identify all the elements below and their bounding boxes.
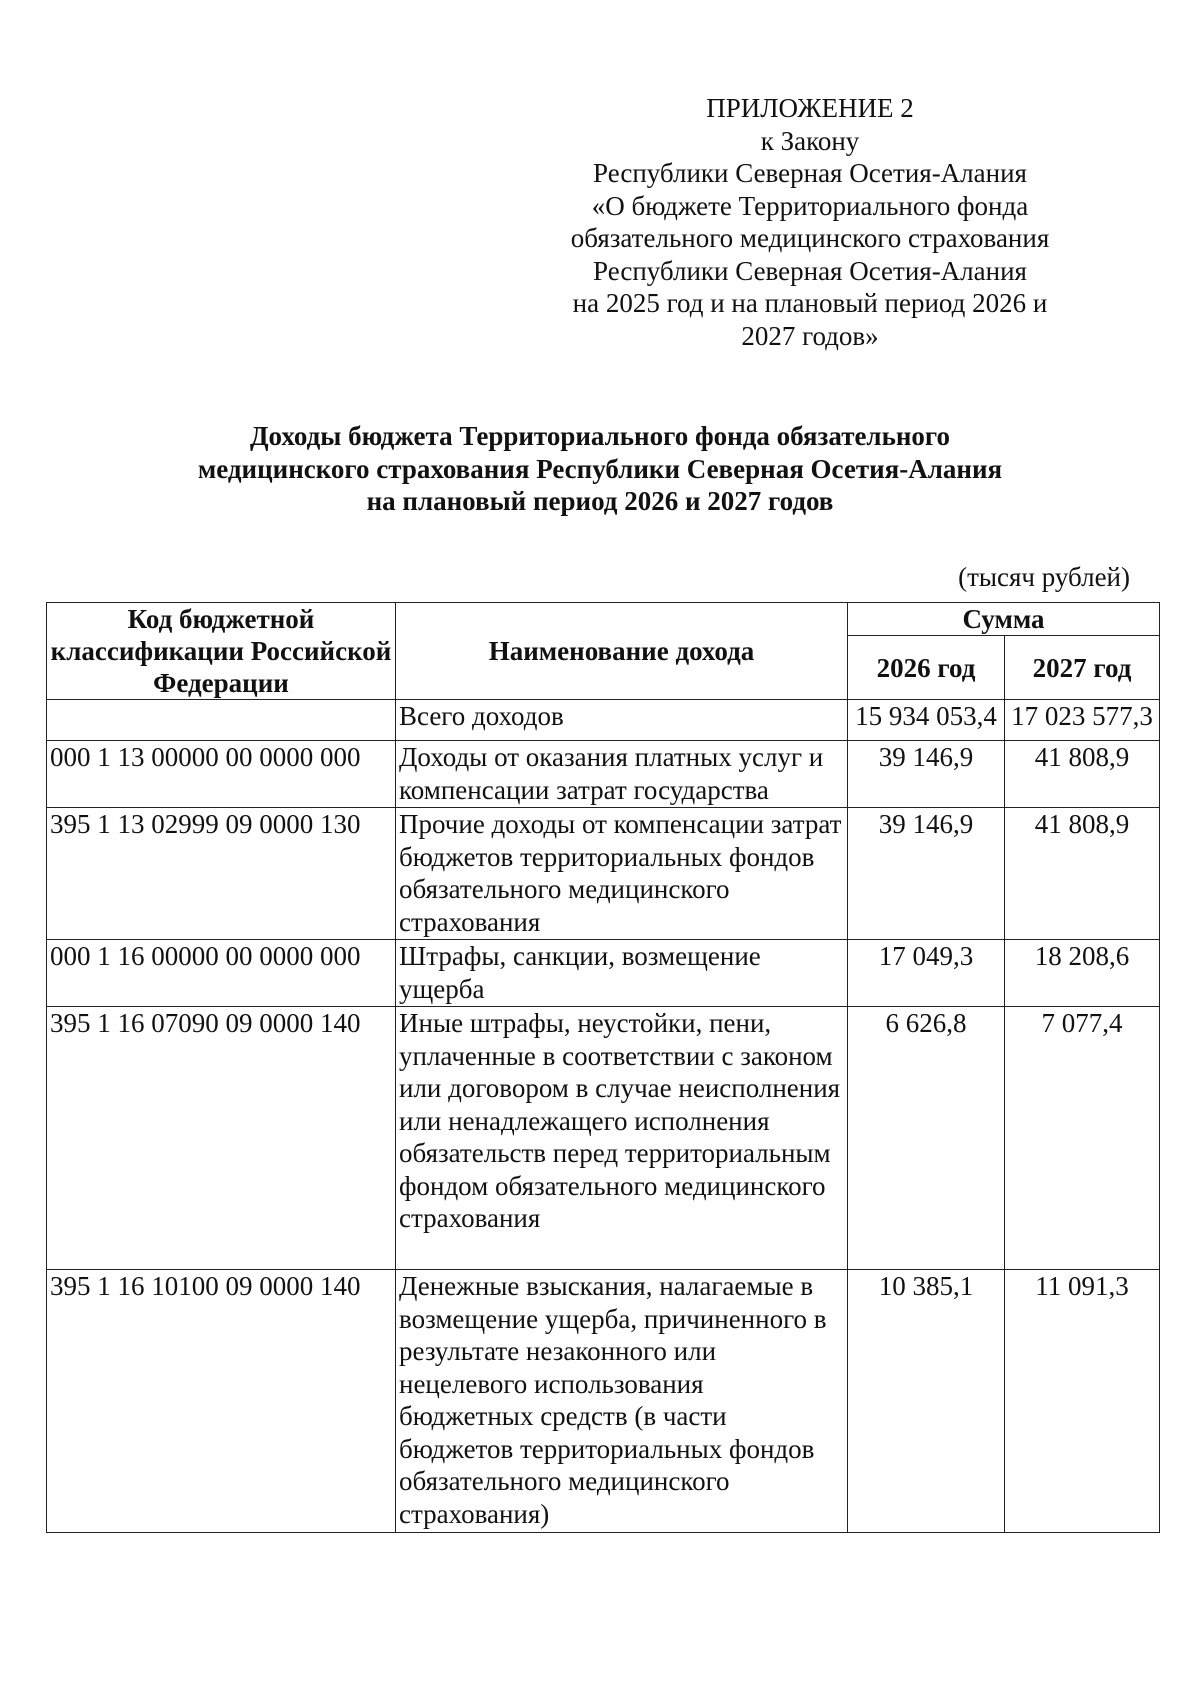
table-cell-name: Всего доходов <box>396 700 848 741</box>
table-cell-2026: 6 626,8 <box>848 1007 1005 1270</box>
table-cell-name: Денежные взыскания, налагаемые в возмещение ущерба, причиненного в результате незаконного или нецелевого использования бюджетных средств (в части бюджетов территориальных фондов обязательного медицинского страхования) <box>396 1270 848 1533</box>
table-cell-2027: 41 808,9 <box>1005 808 1160 940</box>
table-cell-2026: 15 934 053,4 <box>848 700 1005 741</box>
table-cell-code <box>47 700 396 741</box>
appendix-line: ПРИЛОЖЕНИЕ 2 <box>706 93 914 123</box>
appendix-line: к Закону <box>760 125 860 156</box>
table-cell-name: Доходы от оказания платных услуг и компенсации затрат государства <box>396 741 848 808</box>
table-cell-2026: 17 049,3 <box>848 940 1005 1007</box>
table-cell-code: 000 1 16 00000 00 0000 000 <box>47 940 396 1007</box>
table-cell-2026: 39 146,9 <box>848 741 1005 808</box>
table-row <box>47 1007 1160 1270</box>
table-cell-code: 395 1 16 10100 09 0000 140 <box>47 1270 396 1533</box>
table-row-total <box>47 700 1160 741</box>
table-row <box>47 741 1160 808</box>
table-cell-2027: 11 091,3 <box>1005 1270 1160 1533</box>
table-cell-2027: 17 023 577,3 <box>1005 700 1160 741</box>
appendix-line: 2027 годов» <box>741 320 879 351</box>
table-cell-2027: 41 808,9 <box>1005 741 1160 808</box>
title-line: Доходы бюджета Территориального фонда обязательного <box>249 421 951 451</box>
table-cell-2027: 18 208,6 <box>1005 940 1160 1007</box>
header-name: Наименование дохода <box>396 603 848 700</box>
title-line: на плановый период 2026 и 2027 годов <box>366 486 834 516</box>
title-line: медицинского страхования Республики Северная Осетия-Алания <box>197 453 1003 484</box>
table-cell-name: Прочие доходы от компенсации затрат бюджетов территориальных фондов обязательного медицинского страхования <box>396 808 848 940</box>
appendix-line: Республики Северная Осетия-Алания <box>593 255 1027 286</box>
header-year-2026: 2026 год <box>848 636 1005 700</box>
appendix-line: «О бюджете Территориального фонда <box>591 190 1029 221</box>
table-row <box>47 808 1160 940</box>
table-cell-2027: 7 077,4 <box>1005 1007 1160 1270</box>
income-table <box>46 602 1160 1533</box>
table-row <box>47 1270 1160 1533</box>
table-cell-2026: 10 385,1 <box>848 1270 1005 1533</box>
table-cell-name: Штрафы, санкции, возмещение ущерба <box>396 940 848 1007</box>
appendix-header <box>540 92 1080 352</box>
appendix-line: Республики Северная Осетия-Алания <box>593 158 1027 188</box>
appendix-line: на 2025 год и на плановый период 2026 и <box>572 288 1048 318</box>
table-cell-code: 395 1 13 02999 09 0000 130 <box>47 808 396 940</box>
table-cell-2026: 39 146,9 <box>848 808 1005 940</box>
document-title <box>130 420 1070 518</box>
header-year-2027: 2027 год <box>1005 636 1160 700</box>
appendix-line: обязательного медицинского страхования <box>570 223 1050 253</box>
header-sum: Сумма <box>848 603 1160 636</box>
table-row <box>47 940 1160 1007</box>
table-cell-code: 000 1 13 00000 00 0000 000 <box>47 741 396 808</box>
table-cell-name: Иные штрафы, неустойки, пени, уплаченные в соответствии с законом или договором в случае неисполнения или ненадлежащего исполнения обязательств перед территориальным фондом обязательного медицинского страхования <box>396 1007 848 1270</box>
units-label: (тысяч рублей) <box>958 562 1130 592</box>
table-cell-code: 395 1 16 07090 09 0000 140 <box>47 1007 396 1270</box>
header-code: Код бюджетной классификации Российской Федерации <box>47 603 396 700</box>
